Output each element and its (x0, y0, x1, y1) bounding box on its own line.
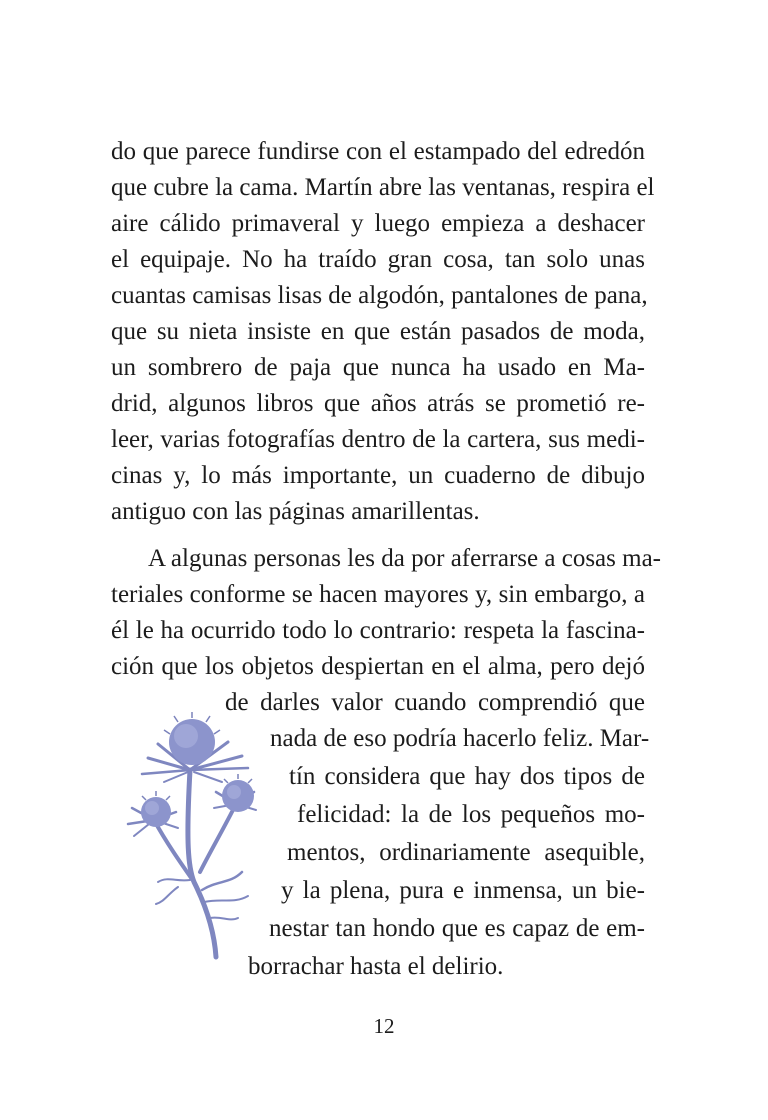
text-line: que su nieta insiste en que están pasados de moda, (111, 318, 645, 345)
page-number: 12 (373, 1014, 395, 1038)
text-line: felicidad: la de los pequeños mo- (297, 801, 645, 828)
text-line: do que parece fundirse con el estampado del edredón (111, 138, 645, 165)
text-line: cuantas camisas lisas de algodón, pantalones de pana, (111, 282, 648, 309)
text-line: cinas y, lo más importante, un cuaderno de dibujo (111, 462, 645, 489)
text-line: tín considera que hay dos tipos de (289, 763, 645, 790)
text-line: un sombrero de paja que nunca ha usado en Ma- (111, 354, 645, 381)
text-line: drid, algunos libros que años atrás se prometió re- (111, 390, 645, 417)
text-line: A algunas personas les da por aferrarse a cosas ma- (148, 545, 661, 572)
text-line: de darles valor cuando comprendió que (225, 689, 645, 716)
text-line: él le ha ocurrido todo lo contrario: respeta la fascina- (111, 617, 645, 644)
text-line: antiguo con las páginas amarillentas. (111, 498, 480, 525)
text-line: y la plena, pura e inmensa, un bie- (281, 877, 645, 904)
text-line: mentos, ordinariamente asequible, (287, 839, 645, 866)
text-line: aire cálido primaveral y luego empieza a deshacer (111, 210, 645, 237)
text-line: nestar tan hondo que es capaz de em- (269, 915, 645, 942)
text-line: nada de eso podría hacerlo feliz. Mar- (270, 725, 650, 752)
text-line: el equipaje. No ha traído gran cosa, tan solo unas (111, 246, 645, 273)
thistle-flower-icon (118, 712, 258, 962)
text-line: ción que los objetos despiertan en el alma, pero dejó (111, 653, 645, 680)
text-line: teriales conforme se hacen mayores y, sin embargo, a (111, 581, 645, 608)
text-line: que cubre la cama. Martín abre las ventanas, respira el (111, 174, 655, 201)
text-line: leer, varias fotografías dentro de la cartera, sus medi- (111, 426, 645, 453)
text-line: borrachar hasta el delirio. (248, 953, 504, 980)
